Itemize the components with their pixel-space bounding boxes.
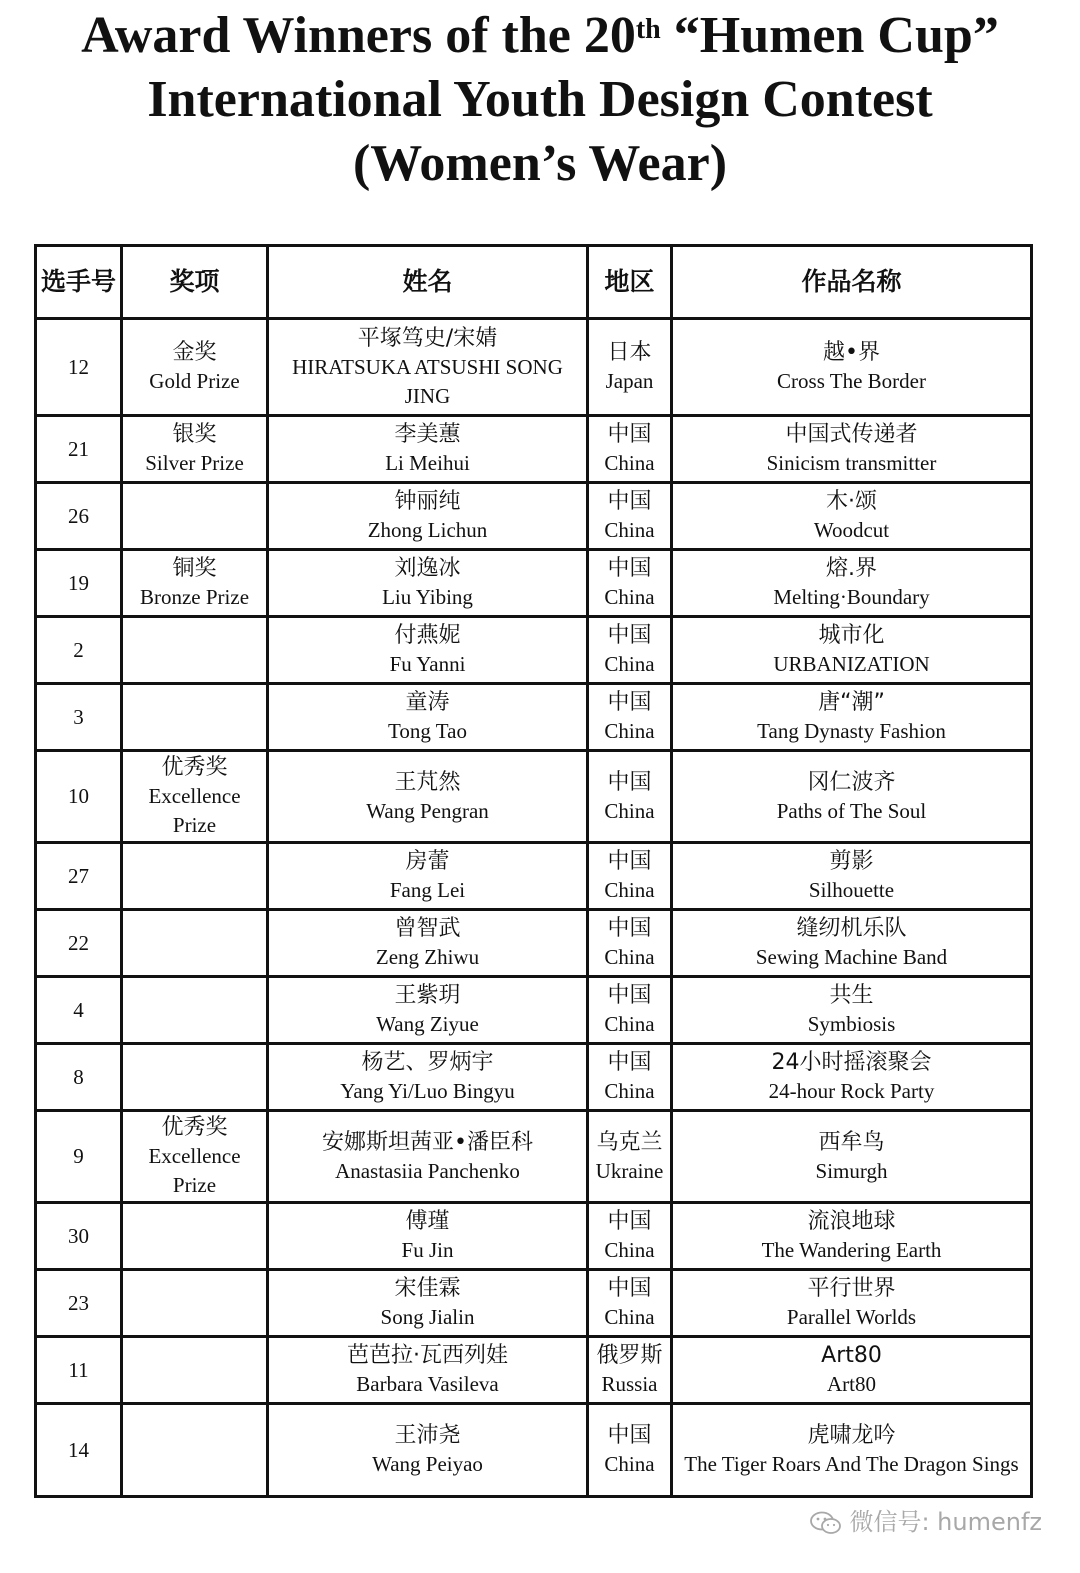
cell-name bbox=[268, 1203, 588, 1270]
cell-contestant-no-no: 11 bbox=[68, 1357, 89, 1382]
cell-name-name-en: Liu Yibing bbox=[382, 585, 473, 609]
cell-contestant-no bbox=[36, 617, 122, 684]
cell-region-region-zh: 中国 bbox=[607, 1423, 652, 1448]
cell-name-name-zh: 刘逸冰 bbox=[394, 556, 461, 581]
wechat-icon bbox=[809, 1511, 843, 1535]
cell-contestant-no-no: 21 bbox=[68, 436, 89, 461]
cell-contestant-no bbox=[36, 416, 122, 483]
cell-work-title-work-zh: 缝纫机乐队 bbox=[796, 916, 907, 941]
cell-region-region-en: Ukraine bbox=[595, 1158, 664, 1183]
cell-name bbox=[268, 1270, 588, 1337]
cell-region bbox=[588, 1270, 672, 1337]
cell-name-name-en: Zeng Zhiwu bbox=[375, 945, 480, 969]
cell-prize bbox=[122, 1270, 268, 1337]
cell-region-region-en: China bbox=[604, 652, 655, 676]
cell-name-name-zh: 平塚笃史/宋婧 bbox=[357, 325, 498, 351]
cell-work-title bbox=[672, 751, 1032, 843]
cell-prize-prize-en: Silver Prize bbox=[145, 451, 244, 475]
cell-prize bbox=[122, 1111, 268, 1203]
cell-region-region-en: China bbox=[604, 945, 655, 969]
table-header-row bbox=[36, 246, 1032, 319]
cell-work-title-work-en: Paths of The Soul bbox=[776, 798, 927, 823]
cell-region bbox=[588, 1203, 672, 1270]
table-row bbox=[36, 977, 1032, 1044]
cell-region-region-en: China bbox=[604, 451, 655, 475]
cell-name bbox=[268, 977, 588, 1044]
cell-name-name-en: Wang Pengran bbox=[366, 798, 489, 823]
cell-prize bbox=[122, 751, 268, 843]
cell-prize bbox=[122, 1203, 268, 1270]
table-row bbox=[36, 751, 1032, 843]
cell-region-region-en: China bbox=[604, 585, 655, 609]
cell-region-region-en: China bbox=[604, 1238, 655, 1262]
cell-name-name-zh: 王芃然 bbox=[394, 769, 461, 795]
cell-work-title-work-zh: 虎啸龙吟 bbox=[807, 1423, 896, 1448]
cell-contestant-no bbox=[36, 1111, 122, 1203]
cell-region-region-zh: 中国 bbox=[607, 623, 652, 648]
cell-work-title-work-zh: 冈仁波齐 bbox=[807, 769, 896, 795]
cell-work-title bbox=[672, 684, 1032, 751]
cell-name-name-zh: 付燕妮 bbox=[394, 623, 461, 648]
cell-name bbox=[268, 1111, 588, 1203]
cell-work-title bbox=[672, 910, 1032, 977]
cell-region-region-en: China bbox=[604, 798, 655, 823]
cell-name-name-zh: 李美蕙 bbox=[394, 422, 461, 447]
cell-region-region-en: China bbox=[604, 719, 655, 743]
cell-contestant-no bbox=[36, 1270, 122, 1337]
header-name: 姓名 bbox=[268, 246, 588, 319]
cell-name-name-zh: 傅瑾 bbox=[405, 1209, 450, 1234]
table-row bbox=[36, 1044, 1032, 1111]
cell-prize-prize-en: Excellence Prize bbox=[148, 1144, 241, 1197]
title-line-2: International Youth Design Contest bbox=[147, 71, 933, 128]
cell-region-region-en: China bbox=[604, 1452, 655, 1476]
cell-region-region-zh: 中国 bbox=[607, 556, 652, 581]
cell-contestant-no-no: 14 bbox=[68, 1437, 89, 1462]
cell-prize bbox=[122, 910, 268, 977]
wechat-watermark bbox=[809, 1502, 1042, 1537]
cell-name-name-zh: 王紫玥 bbox=[394, 983, 461, 1008]
cell-region bbox=[588, 1404, 672, 1497]
cell-name-name-en: Anastasiia Panchenko bbox=[335, 1158, 520, 1183]
table-row bbox=[36, 617, 1032, 684]
cell-work-title-work-en: Melting·Boundary bbox=[773, 585, 930, 609]
cell-name-name-en: Li Meihui bbox=[385, 451, 470, 475]
cell-name-name-en: Wang Peiyao bbox=[372, 1452, 483, 1476]
cell-contestant-no-no: 30 bbox=[68, 1223, 89, 1248]
cell-contestant-no-no: 3 bbox=[73, 704, 84, 729]
cell-region-region-en: China bbox=[604, 1305, 655, 1329]
cell-work-title-work-zh: 流浪地球 bbox=[807, 1209, 896, 1234]
cell-name-name-en: Yang Yi/Luo Bingyu bbox=[340, 1079, 515, 1103]
table-row bbox=[36, 1404, 1032, 1497]
cell-name bbox=[268, 684, 588, 751]
cell-region-region-zh: 中国 bbox=[607, 1209, 652, 1234]
cell-work-title bbox=[672, 1111, 1032, 1203]
header-prize: 奖项 bbox=[122, 246, 268, 319]
cell-prize bbox=[122, 1044, 268, 1111]
cell-work-title-work-en: Symbiosis bbox=[807, 1012, 896, 1036]
cell-region-region-zh: 乌克兰 bbox=[596, 1129, 663, 1155]
cell-name-name-zh: 安娜斯坦茜亚•潘臣科 bbox=[322, 1129, 533, 1155]
cell-work-title-work-zh: 剪影 bbox=[829, 849, 874, 874]
cell-work-title-work-zh: 唐“潮” bbox=[818, 690, 885, 715]
cell-region bbox=[588, 684, 672, 751]
cell-region-region-zh: 中国 bbox=[607, 769, 652, 795]
cell-work-title bbox=[672, 1203, 1032, 1270]
table-row bbox=[36, 1203, 1032, 1270]
table-row bbox=[36, 483, 1032, 550]
cell-work-title-work-zh: 24小时摇滚聚会 bbox=[771, 1050, 932, 1075]
cell-work-title bbox=[672, 319, 1032, 416]
cell-work-title-work-en: 24-hour Rock Party bbox=[768, 1079, 935, 1103]
header-region: 地区 bbox=[588, 246, 672, 319]
cell-contestant-no-no: 27 bbox=[68, 863, 89, 888]
cell-work-title-work-zh: 共生 bbox=[829, 983, 874, 1008]
cell-prize bbox=[122, 319, 268, 416]
cell-prize-prize-zh: 铜奖 bbox=[172, 556, 217, 581]
cell-region-region-zh: 中国 bbox=[607, 916, 652, 941]
cell-region bbox=[588, 751, 672, 843]
cell-work-title bbox=[672, 550, 1032, 617]
cell-prize bbox=[122, 684, 268, 751]
cell-region-region-zh: 俄罗斯 bbox=[596, 1343, 663, 1368]
cell-contestant-no-no: 10 bbox=[68, 784, 89, 808]
cell-contestant-no-no: 4 bbox=[73, 997, 84, 1022]
table-row bbox=[36, 550, 1032, 617]
cell-work-title-work-zh: 木·颂 bbox=[826, 489, 877, 514]
cell-name-name-zh: 房蕾 bbox=[405, 849, 450, 874]
cell-contestant-no-no: 2 bbox=[73, 637, 84, 662]
cell-contestant-no-no: 22 bbox=[68, 930, 89, 955]
cell-prize bbox=[122, 550, 268, 617]
cell-region bbox=[588, 319, 672, 416]
cell-region-region-en: Japan bbox=[605, 369, 654, 393]
cell-contestant-no bbox=[36, 1044, 122, 1111]
table-row bbox=[36, 1337, 1032, 1404]
cell-work-title-work-en: The Wandering Earth bbox=[761, 1238, 942, 1262]
cell-work-title-work-en: Woodcut bbox=[813, 518, 890, 542]
cell-contestant-no bbox=[36, 910, 122, 977]
cell-name-name-zh: 曾智武 bbox=[394, 916, 461, 941]
cell-name-name-zh: 芭芭拉·瓦西列娃 bbox=[347, 1343, 508, 1368]
cell-prize bbox=[122, 977, 268, 1044]
cell-contestant-no bbox=[36, 1337, 122, 1404]
cell-name bbox=[268, 751, 588, 843]
cell-contestant-no bbox=[36, 751, 122, 843]
cell-prize bbox=[122, 843, 268, 910]
cell-region-region-zh: 中国 bbox=[607, 690, 652, 715]
cell-prize bbox=[122, 1404, 268, 1497]
cell-name-name-zh: 王沛尧 bbox=[394, 1423, 461, 1448]
cell-region-region-en: China bbox=[604, 518, 655, 542]
cell-contestant-no bbox=[36, 1203, 122, 1270]
cell-name-name-en: Fang Lei bbox=[389, 878, 466, 902]
cell-name bbox=[268, 483, 588, 550]
cell-prize-prize-zh: 优秀奖 bbox=[161, 1115, 228, 1140]
cell-name-name-en: Wang Ziyue bbox=[376, 1012, 479, 1036]
cell-work-title-work-en: Art80 bbox=[827, 1372, 876, 1396]
page-title bbox=[0, 4, 1080, 196]
table-row bbox=[36, 684, 1032, 751]
cell-contestant-no bbox=[36, 843, 122, 910]
cell-region-region-en: China bbox=[604, 1079, 655, 1103]
cell-name bbox=[268, 319, 588, 416]
cell-work-title-work-zh: 平行世界 bbox=[807, 1276, 896, 1301]
cell-name bbox=[268, 910, 588, 977]
cell-region-region-zh: 中国 bbox=[607, 983, 652, 1008]
cell-name bbox=[268, 1337, 588, 1404]
cell-region bbox=[588, 1111, 672, 1203]
cell-contestant-no-no: 8 bbox=[73, 1064, 84, 1089]
cell-name-name-zh: 宋佳霖 bbox=[394, 1276, 461, 1301]
cell-name-name-zh: 钟丽纯 bbox=[394, 489, 461, 514]
cell-work-title bbox=[672, 1044, 1032, 1111]
cell-region-region-en: China bbox=[604, 1012, 655, 1036]
cell-prize-prize-en: Bronze Prize bbox=[139, 585, 250, 609]
cell-work-title bbox=[672, 1270, 1032, 1337]
table-row bbox=[36, 319, 1032, 416]
cell-region-region-zh: 中国 bbox=[607, 1050, 652, 1075]
cell-name bbox=[268, 617, 588, 684]
watermark-text: 微信号: humenfz bbox=[849, 1508, 1042, 1536]
cell-work-title bbox=[672, 843, 1032, 910]
cell-work-title-work-en: Silhouette bbox=[808, 878, 895, 902]
cell-work-title-work-en: Cross The Border bbox=[777, 369, 926, 393]
cell-region bbox=[588, 910, 672, 977]
table-row bbox=[36, 910, 1032, 977]
cell-name-name-en: Tong Tao bbox=[388, 719, 467, 743]
cell-region bbox=[588, 1044, 672, 1111]
cell-region bbox=[588, 550, 672, 617]
cell-name-name-en: Fu Yanni bbox=[389, 652, 466, 676]
cell-contestant-no bbox=[36, 1404, 122, 1497]
cell-work-title-work-zh: 熔.界 bbox=[826, 556, 877, 581]
cell-work-title-work-en: Sewing Machine Band bbox=[755, 945, 948, 969]
cell-work-title bbox=[672, 1404, 1032, 1497]
cell-work-title-work-en: Simurgh bbox=[815, 1158, 888, 1183]
cell-name bbox=[268, 843, 588, 910]
table-row bbox=[36, 416, 1032, 483]
cell-work-title-work-en: URBANIZATION bbox=[773, 652, 930, 676]
cell-region bbox=[588, 617, 672, 684]
cell-work-title-work-en: Sinicism transmitter bbox=[766, 451, 937, 475]
cell-work-title-work-zh: 越•界 bbox=[823, 340, 880, 365]
cell-region-region-zh: 中国 bbox=[607, 1276, 652, 1301]
cell-work-title-work-zh: 西牟鸟 bbox=[818, 1129, 885, 1155]
cell-work-title-work-zh: 中国式传递者 bbox=[785, 422, 918, 447]
cell-name-name-zh: 杨艺、罗炳宇 bbox=[361, 1050, 494, 1075]
cell-prize-prize-en: Gold Prize bbox=[149, 369, 240, 393]
cell-contestant-no-no: 12 bbox=[68, 354, 89, 379]
cell-prize-prize-en: Excellence Prize bbox=[148, 784, 241, 837]
cell-contestant-no bbox=[36, 684, 122, 751]
cell-region-region-zh: 中国 bbox=[607, 422, 652, 447]
cell-region-region-zh: 中国 bbox=[607, 489, 652, 514]
cell-region-region-zh: 中国 bbox=[607, 849, 652, 874]
cell-prize bbox=[122, 617, 268, 684]
cell-work-title bbox=[672, 977, 1032, 1044]
cell-contestant-no bbox=[36, 977, 122, 1044]
cell-name bbox=[268, 416, 588, 483]
cell-name-name-zh: 童涛 bbox=[405, 690, 450, 715]
cell-region-region-en: China bbox=[604, 878, 655, 902]
cell-name bbox=[268, 1404, 588, 1497]
cell-work-title-work-en: Tang Dynasty Fashion bbox=[757, 719, 946, 743]
cell-name-name-en: Song Jialin bbox=[380, 1305, 475, 1329]
table-row bbox=[36, 1111, 1032, 1203]
header-contestant-no: 选手号 bbox=[36, 246, 122, 319]
header-work-title: 作品名称 bbox=[672, 246, 1032, 319]
cell-work-title-work-zh: Art80 bbox=[821, 1343, 882, 1368]
title-line-3: (Women’s Wear) bbox=[352, 135, 728, 192]
cell-name-name-en: Fu Jin bbox=[401, 1238, 454, 1262]
cell-name bbox=[268, 550, 588, 617]
cell-region bbox=[588, 1337, 672, 1404]
cell-region-region-zh: 日本 bbox=[607, 340, 652, 365]
cell-contestant-no bbox=[36, 319, 122, 416]
cell-name-name-en: HIRATSUKA ATSUSHI SONG JING bbox=[292, 354, 563, 408]
cell-contestant-no-no: 26 bbox=[68, 503, 89, 528]
cell-work-title-work-zh: 城市化 bbox=[818, 623, 885, 648]
cell-contestant-no-no: 19 bbox=[68, 570, 89, 595]
cell-work-title bbox=[672, 483, 1032, 550]
cell-name-name-en: Barbara Vasileva bbox=[356, 1372, 499, 1396]
cell-name bbox=[268, 1044, 588, 1111]
cell-prize-prize-zh: 金奖 bbox=[172, 340, 217, 365]
cell-name-name-en: Zhong Lichun bbox=[367, 518, 488, 542]
cell-contestant-no-no: 23 bbox=[68, 1290, 89, 1315]
cell-prize-prize-zh: 银奖 bbox=[172, 422, 217, 447]
award-winners-table bbox=[34, 244, 1033, 1498]
cell-prize-prize-zh: 优秀奖 bbox=[161, 755, 228, 780]
title-line-1: Award Winners of the 20th “Humen Cup” bbox=[81, 7, 999, 64]
cell-work-title-work-en: Parallel Worlds bbox=[786, 1305, 917, 1329]
table-row bbox=[36, 843, 1032, 910]
cell-prize bbox=[122, 1337, 268, 1404]
table-row bbox=[36, 1270, 1032, 1337]
cell-work-title bbox=[672, 416, 1032, 483]
cell-prize bbox=[122, 483, 268, 550]
cell-work-title bbox=[672, 1337, 1032, 1404]
cell-contestant-no bbox=[36, 483, 122, 550]
cell-region bbox=[588, 843, 672, 910]
cell-region-region-en: Russia bbox=[601, 1372, 658, 1396]
cell-work-title-work-en: The Tiger Roars And The Dragon Sings bbox=[684, 1452, 1019, 1476]
cell-region bbox=[588, 483, 672, 550]
cell-prize bbox=[122, 416, 268, 483]
cell-region bbox=[588, 977, 672, 1044]
cell-work-title bbox=[672, 617, 1032, 684]
cell-contestant-no-no: 9 bbox=[73, 1144, 84, 1168]
cell-region bbox=[588, 416, 672, 483]
cell-contestant-no bbox=[36, 550, 122, 617]
